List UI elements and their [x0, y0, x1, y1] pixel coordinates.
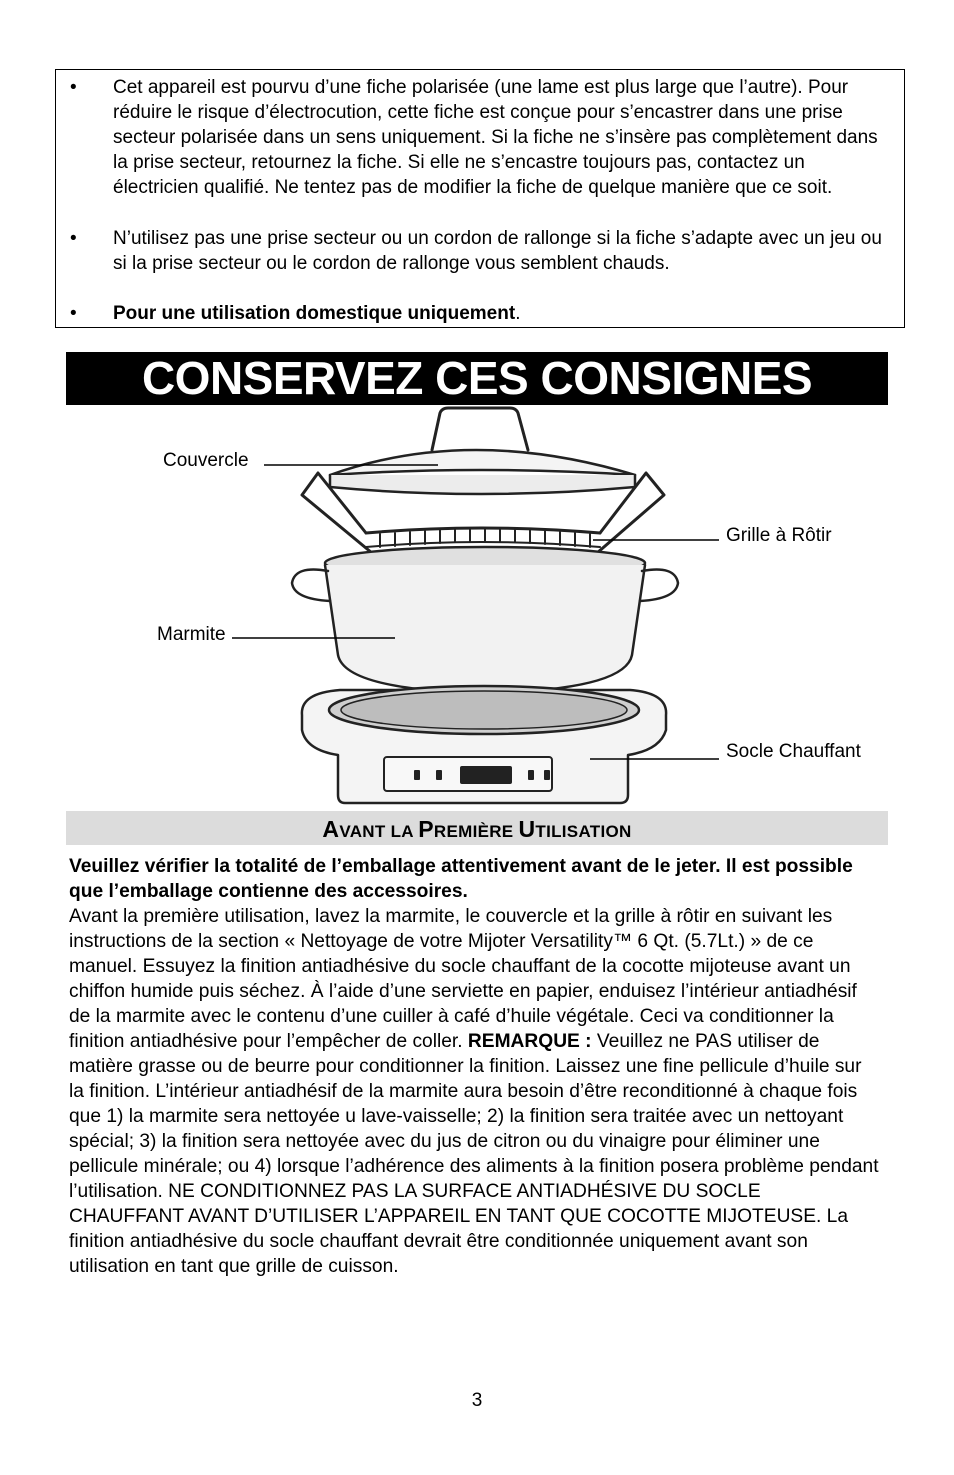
bullet-dot: •	[70, 303, 77, 324]
bullet-dot: •	[70, 228, 77, 249]
pot-handle-left-icon	[292, 570, 330, 602]
appliance-diagram	[0, 405, 954, 810]
bullet-text: Cet appareil est pourvu d’une fiche polarisée (une lame est plus large que l’autre). Pour réduire le risque d’électrocution, cette fiche est conçue pour s’encastrer dans une prise secteur polarisée dans un sens uniquement. Si la fiche ne s’insère pas complètement dans la prise secteur, retournez la fiche. Si elle ne s’encastre toujours pas, contactez un électricien qualifié. Ne tentez pas de modifier la fiche de quelque manière que ce soit.	[113, 77, 878, 198]
bullet-text	[113, 301, 883, 326]
lid-handle-icon	[432, 408, 528, 450]
body-text	[69, 854, 879, 1279]
bullet-dot: •	[70, 77, 77, 98]
trailing-period: .	[515, 303, 521, 324]
save-instructions-banner: CONSERVEZ CES CONSIGNES	[66, 352, 888, 405]
lead-paragraph: Veuillez vérifier la totalité de l’emballage attentivement avant de le jeter. Il est possible que l’emballage contienne des accessoires.	[69, 856, 853, 902]
page-number: 3	[471, 1390, 483, 1411]
bold-text: Pour une utilisation domestique uniquement	[113, 303, 516, 324]
roasting-rack-icon	[366, 528, 600, 533]
safety-instructions-box	[55, 69, 905, 328]
body-text-part: Avant la première utilisation, lavez la marmite, le couvercle et la grille à rôtir en suivant les instructions de la section « Nettoyage de votre Mijoter Versatility™ 6 Qt. (5.7Lt.) » de ce manuel. Essuyez la finition antiadhésive du socle chauffant de la cocotte mijoteuse avant un chiffon humide puis séchez. À l’aide d’une serviette en papier, enduisez l’intérieur antiadhésif de la marmite avec le contenu d’une cuiller à café d’huile végétale. Ceci va conditionner la finition antiadhésive pour l’empêcher de coller.	[69, 906, 857, 1052]
section-heading	[66, 811, 888, 845]
pot-icon	[325, 565, 645, 693]
body-text-part: Veuillez ne PAS utiliser de matière grasse ou de beurre pour conditionner la finition. Laissez une fine pellicule d’huile sur la finition. L’intérieur antiadhésif de la marmite aura besoin d’être reconditionné à chaque fois que 1) la marmite sera nettoyée u lave-vaisselle; 2) la finition sera traitée avec un nettoyant spécial; 3) la finition sera nettoyée avec du jus de citron ou du vinaigre pour éliminer une pellicule minérale; ou 4) lorsque l’adhérence des aliments à la finition posera problème pendant l’utilisation. NE CONDITIONNEZ PAS LA SURFACE ANTIADHÉSIVE DU SOCLE CHAUFFANT AVANT D’UTILISER L’APPAREIL EN TANT QUE COCOTTE MIJOTEUSE. La finition antiadhésive du socle chauffant devrait être conditionnée uniquement avant son utilisation en tant que grille de cuisson.	[69, 1031, 879, 1277]
label-lid: Couvercle	[163, 450, 249, 471]
bullet-text: N’utilisez pas une prise secteur ou un cordon de rallonge si la fiche s’adapte avec un jeu ou si la prise secteur ou le cordon de rallonge vous semblent chauds.	[113, 228, 882, 274]
body-paragraph	[69, 904, 879, 1279]
pot-handle-right-icon	[640, 570, 678, 602]
remark-label: REMARQUE :	[467, 1031, 592, 1052]
heading-part: P	[418, 816, 434, 842]
heading-part: REMIÈRE	[433, 822, 519, 841]
lid-icon	[330, 450, 635, 475]
heading-part: TILISATION	[535, 822, 632, 841]
display-icon	[460, 766, 512, 784]
label-rack: Grille à Rôtir	[726, 525, 832, 546]
heading-part: VANT LA	[339, 822, 419, 841]
heading-part: U	[518, 816, 536, 842]
heading-part: A	[322, 816, 340, 842]
label-base: Socle Chauffant	[726, 741, 861, 762]
label-pot: Marmite	[157, 624, 226, 645]
